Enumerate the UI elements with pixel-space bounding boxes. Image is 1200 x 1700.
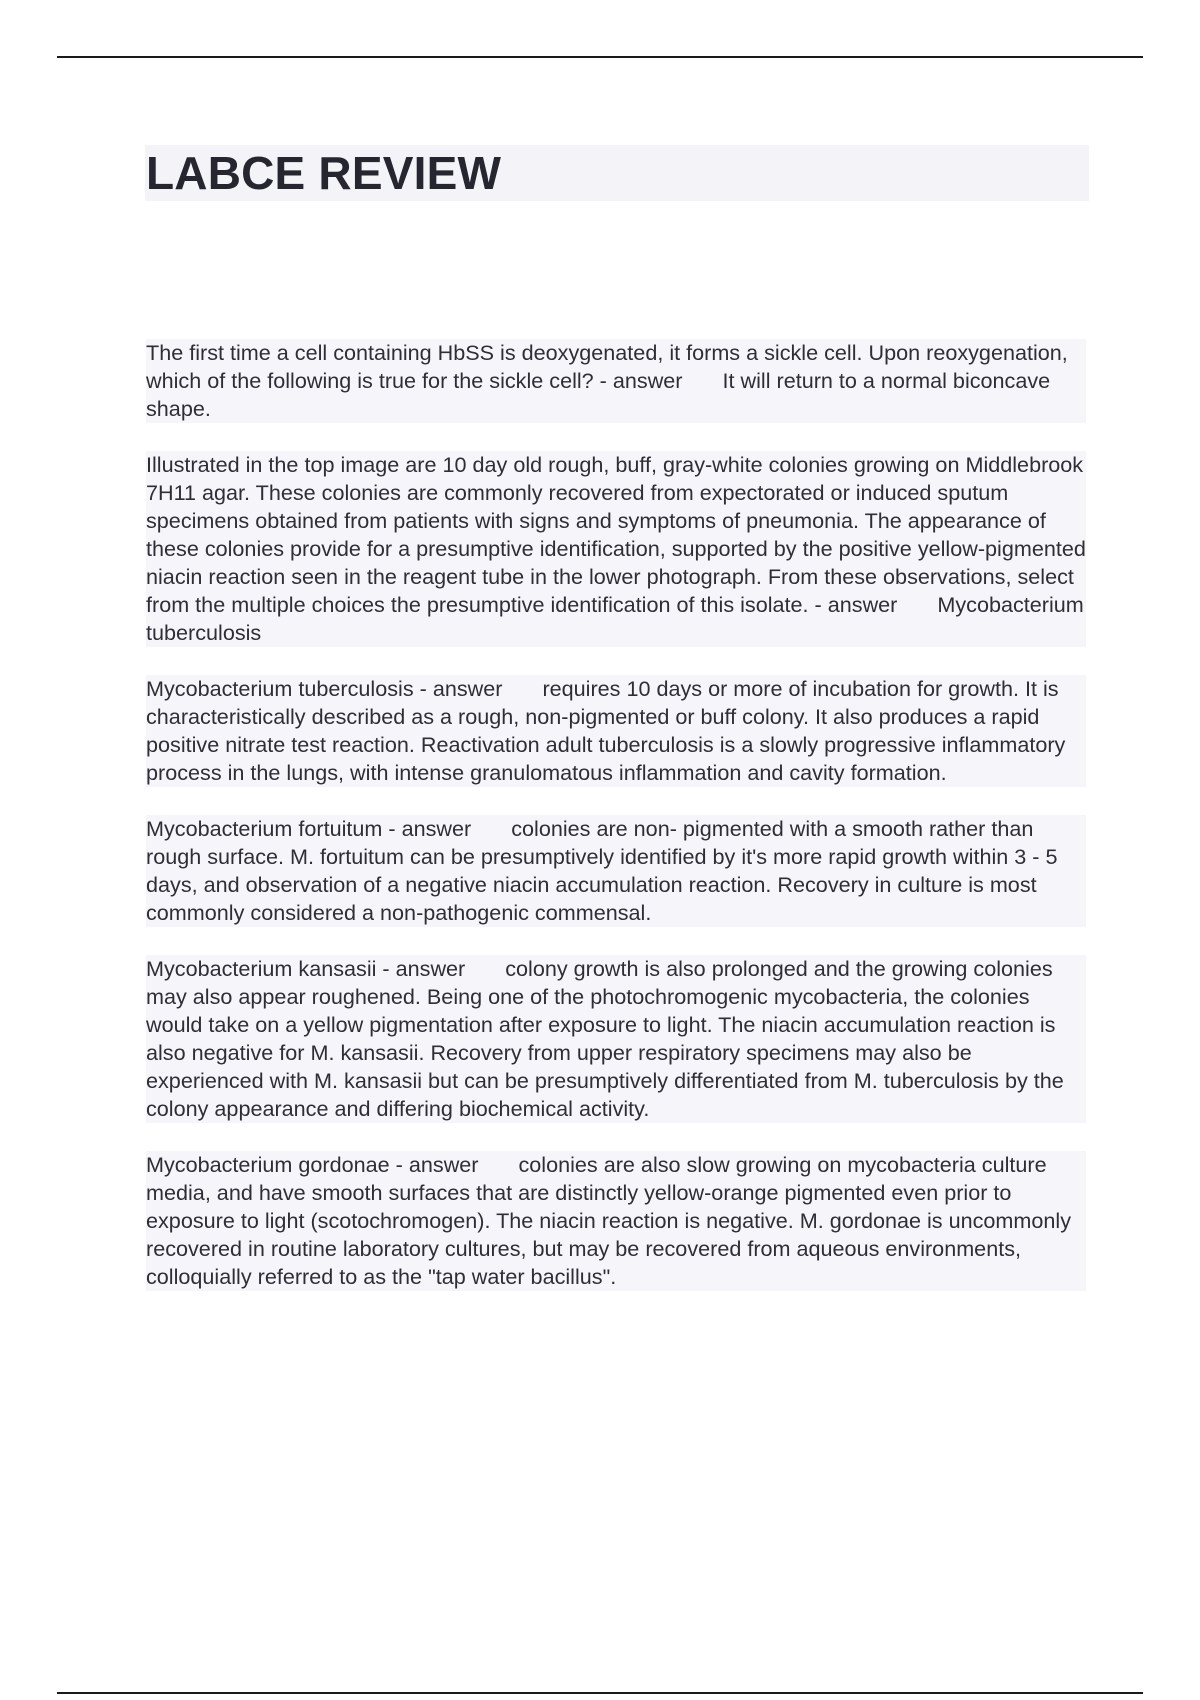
qa-item bbox=[146, 1151, 1086, 1291]
answer-text: colonies are also slow growing on mycobacteria culture media, and have smooth surfaces that are distinctly yellow-orange pigmented even prior to exposure to light (scotochromogen). The niacin reaction is negative. M. gordonae is uncommonly recovered in routine laboratory cultures, but may be recovered from aqueous environments, colloquially referred to as the "tap water bacillus". bbox=[146, 1152, 1072, 1289]
separator: - bbox=[808, 592, 828, 617]
answer-label: answer bbox=[827, 592, 898, 617]
qa-item bbox=[146, 451, 1086, 647]
question-text: The first time a cell containing HbSS is deoxygenated, it forms a sickle cell. Upon reoxygenation, which of the following is true for the sickle cell? bbox=[146, 340, 1068, 393]
qa-item bbox=[146, 815, 1086, 927]
question-text: Illustrated in the top image are 10 day old rough, buff, gray-white colonies growing on Middlebrook 7H11 agar. These colonies are commonly recovered from expectorated or induced sputum specimens obtained from patients with signs and symptoms of pneumonia. The appearance of these colonies provide for a presumptive identification, supported by the positive yellow-pigmented niacin reaction seen in the reagent tube in the lower photograph. From these observations, select from the multiple choices the presumptive identification of this isolate. bbox=[146, 452, 1086, 617]
qa-item bbox=[146, 675, 1086, 787]
separator: - bbox=[593, 368, 613, 393]
separator: - bbox=[376, 956, 396, 981]
page-title: LABCE REVIEW bbox=[146, 147, 502, 199]
question-text: Mycobacterium tuberculosis bbox=[146, 676, 414, 701]
bottom-rule bbox=[57, 1692, 1143, 1694]
top-rule bbox=[57, 56, 1143, 58]
question-text: Mycobacterium fortuitum bbox=[146, 816, 383, 841]
answer-text: colony growth is also prolonged and the growing colonies may also appear roughened. Being one of the photochromogenic mycobacteria, the colonies would take on a yellow pigmentation after exposure to light. The niacin accumulation reaction is also negative for M. kansasii. Recovery from upper respiratory specimens may also be experienced with M. kansasii but can be presumptively differentiated from M. tuberculosis by the colony appearance and differing biochemical activity. bbox=[146, 956, 1064, 1121]
answer-label: answer bbox=[395, 956, 466, 981]
answer-text: It will return to a normal biconcave shape. bbox=[146, 368, 1051, 421]
question-text: Mycobacterium gordonae bbox=[146, 1152, 390, 1177]
separator: - bbox=[382, 816, 402, 841]
answer-text: requires 10 days or more of incubation for growth. It is characteristically described as a rough, non-pigmented or buff colony. It also produces a rapid positive nitrate test reaction. Reactivation adult tuberculosis is a slowly progressive inflammatory process in the lungs, with intense granulomatous inflammation and cavity formation. bbox=[146, 676, 1066, 785]
answer-text: Mycobacterium tuberculosis bbox=[146, 592, 1084, 645]
answer-text: colonies are non- pigmented with a smooth rather than rough surface. M. fortuitum can be presumptively identified by it's more rapid growth within 3 - 5 days, and observation of a negative niacin accumulation reaction. Recovery in culture is most commonly considered a non-pathogenic commensal. bbox=[146, 816, 1058, 925]
qa-item bbox=[146, 955, 1086, 1123]
qa-item bbox=[146, 339, 1086, 423]
separator: - bbox=[413, 676, 433, 701]
answer-label: answer bbox=[432, 676, 503, 701]
answer-label: answer bbox=[612, 368, 683, 393]
qa-list bbox=[146, 339, 1086, 1319]
separator: - bbox=[389, 1152, 409, 1177]
answer-label: answer bbox=[408, 1152, 479, 1177]
question-text: Mycobacterium kansasii bbox=[146, 956, 377, 981]
answer-label: answer bbox=[401, 816, 472, 841]
